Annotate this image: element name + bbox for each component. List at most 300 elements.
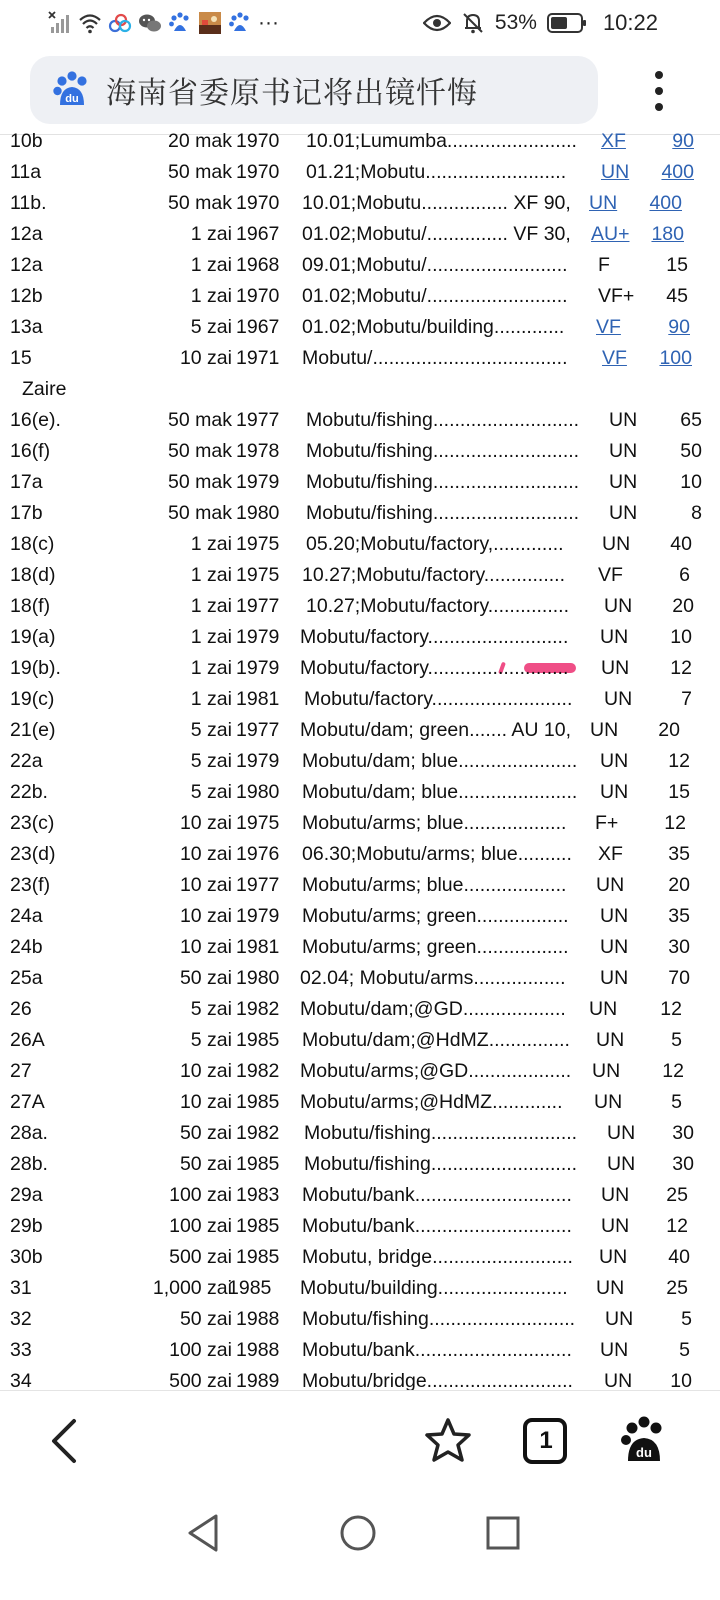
issue-year: 1980 xyxy=(236,781,280,803)
grade: UN xyxy=(609,409,638,431)
no-sim-signal-icon xyxy=(48,11,72,35)
svg-text:du: du xyxy=(636,1445,652,1460)
table-row xyxy=(0,467,720,498)
search-box[interactable] xyxy=(30,56,598,124)
table-row xyxy=(0,250,720,281)
table-row xyxy=(0,312,720,343)
grade: UN xyxy=(600,967,629,989)
note-description: Mobutu/dam; blue...................... xyxy=(302,781,578,803)
denomination: 50 mak xyxy=(168,192,232,214)
price-link[interactable]: 90 xyxy=(668,316,690,338)
catalog-number: 32 xyxy=(10,1308,32,1330)
catalog-number: 12b xyxy=(10,285,43,307)
grade: UN xyxy=(604,595,633,617)
price: 12 xyxy=(670,657,692,679)
price: 30 xyxy=(672,1122,694,1144)
denomination: 1 zai xyxy=(190,595,232,617)
catalog-number: 18(c) xyxy=(10,533,55,555)
denomination: 100 zai xyxy=(169,1184,232,1206)
search-query-text: 海南省委原书记将出镜忏悔 xyxy=(106,77,478,110)
photo-thumbnail-icon xyxy=(198,11,222,35)
table-row xyxy=(0,343,720,374)
denomination: 1 zai xyxy=(190,533,232,555)
denomination: 50 mak xyxy=(168,161,232,183)
catalog-number: 18(f) xyxy=(10,595,51,617)
grade: UN xyxy=(601,657,630,679)
cloud-app-icon xyxy=(108,11,132,35)
grade: UN xyxy=(600,781,629,803)
grade: UN xyxy=(592,1060,621,1082)
grade-link[interactable]: UN xyxy=(589,192,618,214)
issue-year: 1975 xyxy=(236,533,280,555)
catalog-number: 13a xyxy=(10,316,43,338)
catalog-number: 18(d) xyxy=(10,564,56,586)
grade-link[interactable]: VF xyxy=(596,316,621,338)
grade-link[interactable]: AU+ xyxy=(591,223,630,245)
issue-year: 1988 xyxy=(236,1308,280,1330)
denomination: 10 zai xyxy=(179,874,232,896)
catalog-number: 34 xyxy=(10,1370,32,1390)
price: 12 xyxy=(664,812,686,834)
issue-year: 1979 xyxy=(236,626,280,648)
issue-year: 1979 xyxy=(236,905,280,927)
grade: UN xyxy=(605,1308,634,1330)
price-link[interactable]: 400 xyxy=(649,192,682,214)
catalog-number: 17a xyxy=(10,471,43,493)
table-row xyxy=(0,746,720,777)
catalog-number: 15 xyxy=(10,347,32,369)
denomination: 10 zai xyxy=(179,1060,232,1082)
table-row xyxy=(0,715,720,746)
note-description: Mobutu/bank............................. xyxy=(302,1184,572,1206)
catalog-number: 11a xyxy=(10,161,42,183)
note-description: 01.02;Mobutu/............... VF 30, xyxy=(302,223,571,245)
denomination: 1 zai xyxy=(190,626,232,648)
table-row xyxy=(0,1211,720,1242)
note-description: Mobutu/bridge........................... xyxy=(302,1370,573,1390)
catalog-number: 27 xyxy=(10,1060,32,1082)
issue-year: 1981 xyxy=(236,688,280,710)
battery-icon xyxy=(547,12,587,34)
note-description: Mobutu/arms; green................. xyxy=(302,905,569,927)
table-row xyxy=(0,529,720,560)
issue-year: 1967 xyxy=(236,223,280,245)
tab-count: 1 xyxy=(539,1427,553,1454)
grade: VF xyxy=(598,564,623,586)
note-description: 01.02;Mobutu/building............. xyxy=(302,316,565,338)
browser-bottom-toolbar xyxy=(0,1390,720,1491)
table-row xyxy=(0,684,720,715)
issue-year: 1985 xyxy=(236,1153,280,1175)
table-row xyxy=(0,839,720,870)
denomination: 50 zai xyxy=(179,1122,232,1144)
status-bar xyxy=(0,0,720,46)
note-description: Mobutu/arms; blue................... xyxy=(302,812,567,834)
note-description: Mobutu/factory.......................... xyxy=(304,688,573,710)
denomination: 1 zai xyxy=(190,688,232,710)
grade: UN xyxy=(600,905,629,927)
battery-percent: 53% xyxy=(494,11,537,34)
note-description: Mobutu/dam;@GD................... xyxy=(300,998,566,1020)
denomination: 1,000 zai xyxy=(152,1277,232,1299)
issue-year: 1985 xyxy=(236,1246,280,1268)
grade: UN xyxy=(600,1339,629,1361)
issue-year: 1980 xyxy=(236,502,280,524)
price: 12 xyxy=(668,750,690,772)
denomination: 1 zai xyxy=(190,564,232,586)
issue-year: 1982 xyxy=(236,1060,280,1082)
table-row xyxy=(0,901,720,932)
issue-year: 1967 xyxy=(236,316,280,338)
note-description: Mobutu/fishing........................... xyxy=(304,1153,578,1175)
issue-year: 1985 xyxy=(228,1277,272,1299)
grade-link[interactable]: UN xyxy=(601,161,630,183)
issue-year: 1970 xyxy=(236,192,280,214)
denomination: 1 zai xyxy=(190,223,232,245)
catalog-number: 21(e) xyxy=(10,719,56,741)
note-description: Mobutu/.................................... xyxy=(302,347,568,369)
system-navigation-bar xyxy=(0,1490,720,1600)
catalog-number: 31 xyxy=(10,1277,32,1299)
table-row xyxy=(0,281,720,312)
grade: UN xyxy=(599,1246,628,1268)
note-description: 01.02;Mobutu/.......................... xyxy=(302,285,568,307)
note-description: Mobutu/fishing........................... xyxy=(302,1308,576,1330)
denomination: 5 zai xyxy=(190,1029,232,1051)
table-row xyxy=(0,436,720,467)
grade: UN xyxy=(600,626,629,648)
nav-back-triangle-icon[interactable] xyxy=(180,1508,230,1558)
note-description: Mobutu/factory.......................... xyxy=(300,626,569,648)
note-description: 01.21;Mobutu.......................... xyxy=(306,161,567,183)
catalog-number: 29a xyxy=(10,1184,43,1206)
note-description: Mobutu/arms; blue................... xyxy=(302,874,567,896)
note-description: 10.27;Mobutu/factory............... xyxy=(306,595,570,617)
price: 25 xyxy=(666,1184,688,1206)
issue-year: 1975 xyxy=(236,812,280,834)
issue-year: 1978 xyxy=(236,440,280,462)
catalog-number: 19(b). xyxy=(10,657,61,679)
table-row xyxy=(0,1304,720,1335)
issue-year: 1988 xyxy=(236,1339,280,1361)
denomination: 50 mak xyxy=(168,502,232,524)
note-description: 06.30;Mobutu/arms; blue.......... xyxy=(302,843,572,865)
catalog-number: 19(a) xyxy=(10,626,56,648)
price: 10 xyxy=(670,1370,692,1390)
grade-link[interactable]: VF xyxy=(602,347,627,369)
price: 5 xyxy=(671,1091,682,1113)
catalog-number: 27A xyxy=(10,1091,45,1113)
table-row xyxy=(0,870,720,901)
denomination: 10 zai xyxy=(179,905,232,927)
grade: F+ xyxy=(595,812,619,834)
note-description: Mobutu/building........................ xyxy=(300,1277,568,1299)
grade: UN xyxy=(596,874,625,896)
denomination: 500 zai xyxy=(169,1246,232,1268)
tabs-button[interactable] xyxy=(520,1415,572,1467)
price: 45 xyxy=(666,285,688,307)
eye-comfort-icon xyxy=(423,13,451,33)
table-row xyxy=(0,1087,720,1118)
table-row xyxy=(0,405,720,436)
denomination: 50 mak xyxy=(168,409,232,431)
table-row xyxy=(0,1180,720,1211)
grade: UN xyxy=(600,750,629,772)
note-description: 02.04; Mobutu/arms................. xyxy=(300,967,566,989)
catalog-number: 29b xyxy=(10,1215,43,1237)
denomination: 1 zai xyxy=(190,657,232,679)
issue-year: 1982 xyxy=(236,1122,280,1144)
price: 65 xyxy=(680,409,702,431)
more-notifications: ··· xyxy=(258,11,279,34)
issue-year: 1985 xyxy=(236,1029,280,1051)
denomination: 10 zai xyxy=(179,843,232,865)
catalog-number: 26A xyxy=(10,1029,45,1051)
denomination: 5 zai xyxy=(190,998,232,1020)
nav-recents-square-icon[interactable] xyxy=(478,1508,528,1558)
table-row xyxy=(0,777,720,808)
grade: UN xyxy=(590,719,619,741)
table-row xyxy=(0,994,720,1025)
clock-time: 10:22 xyxy=(602,10,658,35)
catalog-listing[interactable] xyxy=(0,126,720,1390)
denomination: 50 zai xyxy=(179,1153,232,1175)
table-row xyxy=(0,1025,720,1056)
price: 20 xyxy=(672,595,694,617)
price-link[interactable]: 100 xyxy=(659,347,692,369)
catalog-number: 23(c) xyxy=(10,812,55,834)
catalog-number: 16(e). xyxy=(10,409,61,431)
grade: UN xyxy=(607,1153,636,1175)
denomination: 500 zai xyxy=(169,1370,232,1390)
catalog-number: 12a xyxy=(10,223,43,245)
issue-year: 1981 xyxy=(236,936,280,958)
issue-year: 1968 xyxy=(236,254,280,276)
note-description: Mobutu/bank............................. xyxy=(302,1339,572,1361)
catalog-number: 22a xyxy=(10,750,43,772)
catalog-number: 30b xyxy=(10,1246,43,1268)
grade: F xyxy=(598,254,610,276)
catalog-number: 11b. xyxy=(10,192,47,214)
price: 35 xyxy=(668,843,690,865)
issue-year: 1979 xyxy=(236,750,280,772)
denomination: 100 zai xyxy=(169,1339,232,1361)
issue-year: 1989 xyxy=(236,1370,280,1390)
note-description: 09.01;Mobutu/.......................... xyxy=(302,254,568,276)
issue-year: 1980 xyxy=(236,967,280,989)
denomination: 50 zai xyxy=(179,967,232,989)
price: 12 xyxy=(666,1215,688,1237)
denomination: 10 zai xyxy=(179,347,232,369)
denomination: 1 zai xyxy=(190,254,232,276)
price: 20 xyxy=(668,874,690,896)
note-description: Mobutu/dam;@HdMZ............... xyxy=(302,1029,570,1051)
price: 8 xyxy=(691,502,702,524)
grade: UN xyxy=(609,502,638,524)
note-description: Mobutu/dam; blue...................... xyxy=(302,750,578,772)
price: 30 xyxy=(672,1153,694,1175)
note-description: 10.01;Mobutu................ XF 90, xyxy=(302,192,571,214)
table-row xyxy=(0,963,720,994)
denomination: 50 mak xyxy=(168,440,232,462)
issue-year: 1982 xyxy=(236,998,280,1020)
denomination: 20 mak xyxy=(168,130,232,152)
denomination: 5 zai xyxy=(190,719,232,741)
grade: UN xyxy=(596,1277,625,1299)
grade-link[interactable]: XF xyxy=(601,130,626,152)
grade: UN xyxy=(600,936,629,958)
price: 40 xyxy=(668,1246,690,1268)
denomination: 50 zai xyxy=(179,1308,232,1330)
grade: UN xyxy=(601,1215,630,1237)
grade: UN xyxy=(596,1029,625,1051)
denomination: 10 zai xyxy=(179,936,232,958)
price: 7 xyxy=(681,688,692,710)
catalog-number: 26 xyxy=(10,998,32,1020)
table-row xyxy=(0,1242,720,1273)
issue-year: 1979 xyxy=(236,657,280,679)
table-row xyxy=(0,560,720,591)
note-description: Mobutu/arms;@HdMZ............. xyxy=(300,1091,563,1113)
note-description: Mobutu/fishing........................... xyxy=(304,1122,578,1144)
catalog-number: 33 xyxy=(10,1339,32,1361)
note-description: Mobutu, bridge.......................... xyxy=(302,1246,573,1268)
table-row xyxy=(0,1366,720,1390)
table-row xyxy=(0,591,720,622)
price: 6 xyxy=(679,564,690,586)
price: 12 xyxy=(660,998,682,1020)
issue-year: 1970 xyxy=(236,285,280,307)
table-row xyxy=(0,188,720,219)
note-description: Mobutu/arms;@GD................... xyxy=(300,1060,572,1082)
grade: UN xyxy=(609,471,638,493)
catalog-number: 23(f) xyxy=(10,874,51,896)
issue-year: 1985 xyxy=(236,1215,280,1237)
table-row xyxy=(0,1273,720,1304)
star-bookmark-icon[interactable] xyxy=(422,1415,474,1467)
issue-year: 1977 xyxy=(236,874,280,896)
issue-year: 1975 xyxy=(236,564,280,586)
price: 20 xyxy=(658,719,680,741)
more-vertical-icon[interactable] xyxy=(640,68,678,114)
table-row xyxy=(0,932,720,963)
baidu-paw-icon-2 xyxy=(228,11,252,35)
catalog-number: 28a. xyxy=(10,1122,48,1144)
note-description: Mobutu/arms; green................. xyxy=(302,936,569,958)
note-description: 10.01;Lumumba........................ xyxy=(306,130,577,152)
price: 15 xyxy=(666,254,688,276)
issue-year: 1970 xyxy=(236,130,280,152)
price: 15 xyxy=(668,781,690,803)
catalog-number: 25a xyxy=(10,967,43,989)
price: 5 xyxy=(679,1339,690,1361)
catalog-number: 12a xyxy=(10,254,43,276)
grade: UN xyxy=(601,1184,630,1206)
catalog-number: 24b xyxy=(10,936,43,958)
grade: UN xyxy=(594,1091,623,1113)
baidu-logo-icon xyxy=(52,70,92,110)
grade: UN xyxy=(604,1370,633,1390)
note-description: 05.20;Mobutu/factory,............. xyxy=(306,533,564,555)
grade: UN xyxy=(589,998,618,1020)
note-description: Mobutu/dam; green....... AU 10, xyxy=(300,719,571,741)
denomination: 100 zai xyxy=(169,1215,232,1237)
table-row xyxy=(0,1118,720,1149)
note-description: Mobutu/fishing........................... xyxy=(306,440,580,462)
catalog-number: 28b. xyxy=(10,1153,48,1175)
wechat-icon xyxy=(138,11,162,35)
price: 5 xyxy=(681,1308,692,1330)
note-description: Mobutu/fishing........................... xyxy=(306,409,580,431)
table-row xyxy=(0,126,720,157)
grade: UN xyxy=(604,688,633,710)
baidu-home-icon[interactable] xyxy=(618,1415,670,1467)
grade: UN xyxy=(609,440,638,462)
price-link[interactable]: 90 xyxy=(672,130,694,152)
price: 70 xyxy=(668,967,690,989)
svg-text:du: du xyxy=(65,93,79,105)
section-heading-zaire: Zaire xyxy=(22,378,67,400)
table-row xyxy=(0,622,720,653)
price: 12 xyxy=(662,1060,684,1082)
price: 5 xyxy=(671,1029,682,1051)
table-row xyxy=(0,1335,720,1366)
grade: XF xyxy=(598,843,623,865)
baidu-paw-icon xyxy=(168,11,192,35)
issue-year: 1985 xyxy=(236,1091,280,1113)
note-description: 10.27;Mobutu/factory............... xyxy=(302,564,566,586)
note-description: Mobutu/fishing........................... xyxy=(306,471,580,493)
denomination: 5 zai xyxy=(190,316,232,338)
price-link[interactable]: 400 xyxy=(661,161,694,183)
grade: VF+ xyxy=(598,285,635,307)
price: 10 xyxy=(680,471,702,493)
issue-year: 1971 xyxy=(236,347,280,369)
back-arrow-icon[interactable] xyxy=(40,1415,92,1467)
note-description: Mobutu/fishing........................... xyxy=(306,502,580,524)
nav-home-circle-icon[interactable] xyxy=(333,1508,383,1558)
issue-year: 1977 xyxy=(236,595,280,617)
denomination: 5 zai xyxy=(190,781,232,803)
wifi-icon xyxy=(78,11,102,35)
status-icons-right xyxy=(423,8,658,38)
denomination: 5 zai xyxy=(190,750,232,772)
denomination: 1 zai xyxy=(190,285,232,307)
issue-year: 1977 xyxy=(236,409,280,431)
price: 30 xyxy=(668,936,690,958)
issue-year: 1983 xyxy=(236,1184,280,1206)
price-link[interactable]: 180 xyxy=(651,223,684,245)
table-row xyxy=(0,808,720,839)
status-icons-left xyxy=(48,8,279,38)
browser-top-bar xyxy=(0,46,720,134)
grade: UN xyxy=(602,533,631,555)
price: 10 xyxy=(670,626,692,648)
denomination: 10 zai xyxy=(179,812,232,834)
price: 40 xyxy=(670,533,692,555)
denomination: 50 mak xyxy=(168,471,232,493)
issue-year: 1979 xyxy=(236,471,280,493)
catalog-number: 19(c) xyxy=(10,688,55,710)
issue-year: 1976 xyxy=(236,843,280,865)
catalog-number: 16(f) xyxy=(10,440,51,462)
mute-bell-icon xyxy=(461,11,485,35)
table-row xyxy=(0,498,720,529)
grade: UN xyxy=(607,1122,636,1144)
catalog-number: 22b. xyxy=(10,781,48,803)
catalog-number: 24a xyxy=(10,905,43,927)
price: 50 xyxy=(680,440,702,462)
